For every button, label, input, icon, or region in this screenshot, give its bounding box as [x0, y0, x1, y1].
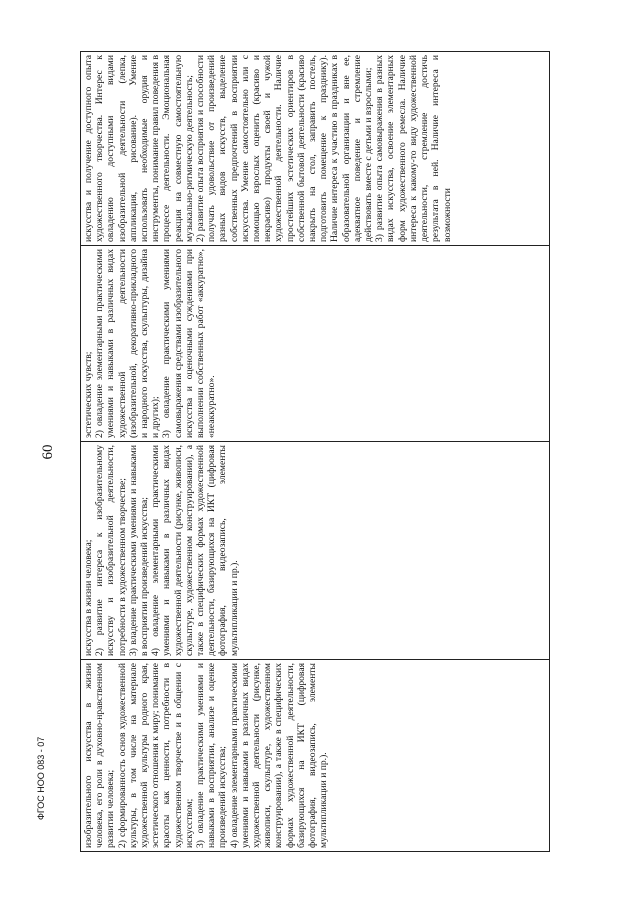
- cell-paragraph: изобразительного искусства в жизни человека, его роли в духовно-нравственном развитии человека;: [83, 663, 117, 848]
- cell-paragraph: искусства в жизни человека;: [83, 539, 94, 656]
- cell-paragraph: 3) овладение практическими умениями самовыражения средствами изобразительного искусства и оценочными суждениями при выполнении собственных работ «аккуратно», «неаккуратно».: [161, 249, 218, 438]
- cell-paragraph: 2) овладение элементарными практическими умениями и навыками в различных видах художественной деятельности (изобразительной, декоративно-прикладного и народного искусства, скульптуры, дизайна и других);: [94, 249, 162, 438]
- table-row: [81, 52, 550, 852]
- cell-paragraph: 2) развитие опыта восприятия и способности получать удовольствие от произведений разных видов искусств, выделение собственных предпочтений в восприятии искусства. Умение самостоятельно или с помощью взрослых оценить (красиво и некрасиво) продукты своей и чужой художественной деятельности. Наличие простейших эстетических ориентиров в собственной бытовой деятельности (красиво накрыть на стол, заправить постель, подготовить помещение к празднику). Наличие интереса к участию в праздниках в образовательной организации и вне ее, адекватное поведение и стремление действовать вместе с детьми и взрослыми;: [195, 55, 375, 242]
- requirements-table: [80, 51, 550, 852]
- cell-paragraph: 2) сформированность основ художественной культуры, в том числе на материале художественной культуры родного края, эстетического отношения к миру; понимание красоты как ценности, потребности в художественном творчестве и в общении с искусством;: [116, 663, 195, 848]
- table-cell-column-1: [81, 660, 550, 852]
- cell-paragraph: 3) овладение практическими умениями и навыками в восприятии, анализе и оценке произведений искусства;: [195, 663, 229, 848]
- table-cell-column-4: [81, 52, 550, 246]
- cell-paragraph: 3) владение практическими умениями и навыками в восприятии произведений искусства;: [127, 445, 151, 656]
- page-number: 60: [40, 444, 56, 460]
- cell-paragraph: искусства и получение доступного опыта художественного творчества. Интерес к овладению доступными видами изобразительной деятельности (лепка, аппликация, рисование). Умение использовать необходимые орудия и инструменты, понимание правил поведения в процессе деятельности. Эмоциональная реакция на совместную самостоятельную музыкально-ритмическую деятельность;: [83, 55, 195, 242]
- cell-paragraph: 2) развитие интереса к изобразительному искусству и изобразительной деятельности, потребности в художественном творчестве;: [94, 445, 128, 656]
- cell-paragraph: 4) овладение элементарными практическими умениями и навыками в различных видах художественной деятельности (рисунке, живописи, скульптуре, художественном конструировании), а также в специфических формах художественной деятельности, базирующихся на ИКТ (цифровая фотография, видеозапись, элементы мультипликации и пр.).: [228, 663, 330, 848]
- cell-paragraph: 3) развитие опыта самовыражения в разных видах искусства, освоение элементарных форм художественного ремесла. Наличие интереса к какому-то виду художественной деятельности, стремление достичь результата в ней. Наличие интереса и возможности: [374, 55, 453, 242]
- table-cell-column-3: [81, 246, 550, 442]
- table-cell-column-2: [81, 442, 550, 660]
- cell-paragraph: 4) овладение элементарными практическими умениями и навыками в различных видах художественной деятельности (рисунке, живописи, скульптуре, художественном конструировании), а также в специфических формах художественной деятельности, базирующихся на ИКТ (цифровая фотография, видеозапись, элементы мультипликации и пр.).: [150, 445, 240, 656]
- document-code-footer: ФГОС НОО 083 - 07: [36, 736, 46, 820]
- cell-paragraph: эстетических чувств;: [83, 351, 94, 438]
